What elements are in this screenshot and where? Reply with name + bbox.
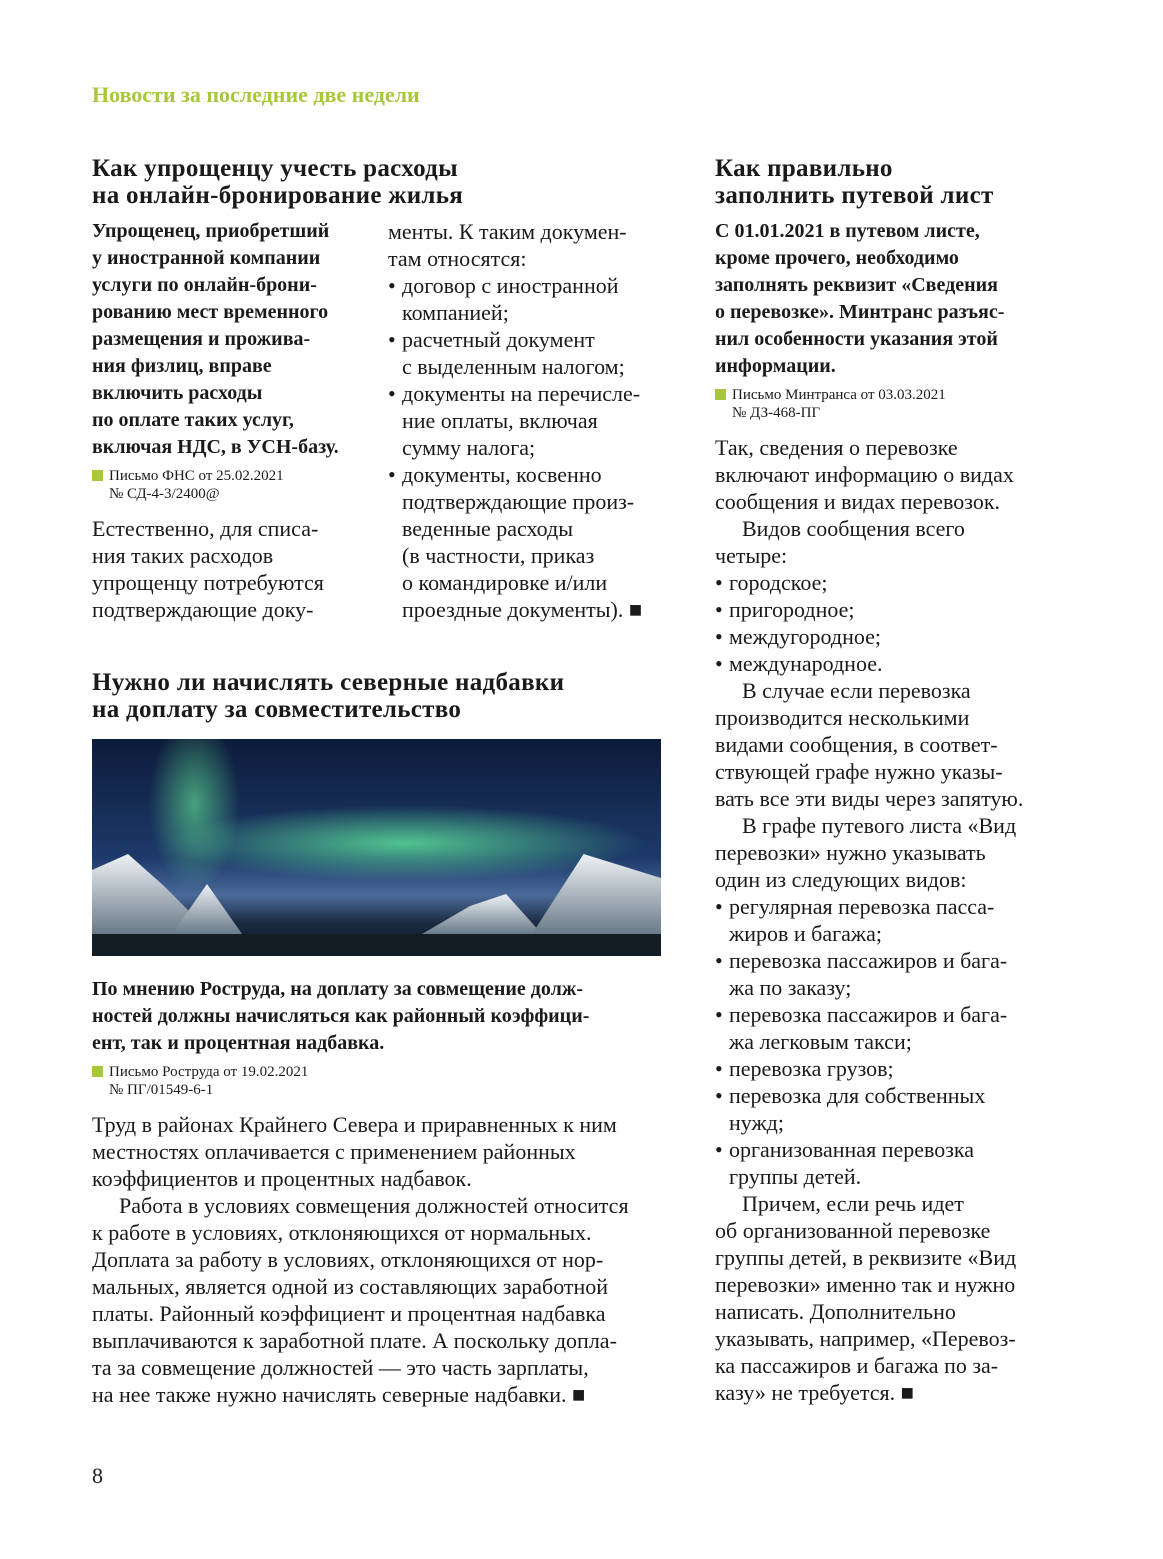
- article-lead: По мнению Роструда, на доплату за совмещение долж- ностей должны начисляться как районный коэффици- ент, так и процентная надбавка.: [92, 978, 590, 1054]
- list-item: • документы на перечисле- ние оплаты, включая сумму налога;: [388, 380, 668, 461]
- article-title-waybill: Как правильно заполнить путевой лист: [715, 155, 994, 209]
- source-citation: Письмо ФНС от 25.02.2021 № СД-4-3/2400@: [92, 467, 372, 503]
- section-title: Новости за последние две недели: [92, 82, 420, 107]
- list-item: • перевозка грузов;: [715, 1055, 1055, 1082]
- paragraph: В случае если перевозка производится несколькими видами сообщения, в соответ- ствующей графе нужно указы- вать все эти виды через запятую.: [715, 678, 1024, 811]
- list-item: • договор с иностранной компанией;: [388, 272, 668, 326]
- article-north-body: [92, 976, 672, 1408]
- paragraph: Труд в районах Крайнего Севера и приравненных к ним местностях оплачивается с применением районных коэффициентов и процентных надбавок.: [92, 1112, 617, 1191]
- article-usn-col2: [388, 218, 668, 623]
- list-item: • пригородное;: [715, 596, 1055, 623]
- list-item: • междугородное;: [715, 623, 1055, 650]
- article-waybill-body: [715, 218, 1055, 1406]
- page-number: 8: [92, 1463, 103, 1488]
- paragraph: Естественно, для списа- ния таких расходов упрощенцу потребуются подтверждающие доку-: [92, 516, 324, 622]
- list-item: • регулярная перевозка пасса- жиров и багажа;: [715, 893, 1055, 947]
- paragraph: Работа в условиях совмещения должностей относится к работе в условиях, отклоняющихся от нормальных. Доплата за работу в условиях, отклоняющихся от нор- мальных, является одной из составляющих заработной платы. Районный коэффициент и процентная надбавка выплачиваются к заработной плате. А поскольку допла- та за совмещение должностей — это часть зарплаты, на нее также нужно начислять северные надбавки. ■: [92, 1193, 629, 1407]
- article-lead: С 01.01.2021 в путевом листе, кроме прочего, необходимо заполнять реквизит «Сведения о перевозке». Минтранс разъяс- нил особенности указания этой информации.: [715, 220, 1005, 377]
- source-citation: Письмо Минтранса от 03.03.2021 № ДЗ-468-ПГ: [715, 386, 1055, 422]
- paragraph: Причем, если речь идет об организованной перевозке группы детей, в реквизите «Вид перевозки» именно так и нужно написать. Дополнительно указывать, например, «Перевоз- ка пассажиров и багажа по за- казу» не требуется. ■: [715, 1191, 1017, 1405]
- list-item: • расчетный документ с выделенным налогом;: [388, 326, 668, 380]
- source-citation: Письмо Роструда от 19.02.2021 № ПГ/01549-6-1: [92, 1063, 672, 1099]
- list-item: • перевозка пассажиров и бага- жа по заказу;: [715, 947, 1055, 1001]
- article-title-usn: Как упрощенцу учесть расходы на онлайн-бронирование жилья: [92, 155, 464, 209]
- aurora-photo: [92, 739, 661, 956]
- list-item: • перевозка пассажиров и бага- жа легковым такси;: [715, 1001, 1055, 1055]
- paragraph: В графе путевого листа «Вид перевозки» нужно указывать один из следующих видов:: [715, 813, 1017, 892]
- transport-types-list: [715, 893, 1055, 1190]
- list-item: • перевозка для собственных нужд;: [715, 1082, 1055, 1136]
- list-item: • международное.: [715, 650, 1055, 677]
- article-usn-col1: [92, 218, 372, 623]
- list-item: • городское;: [715, 569, 1055, 596]
- document-list: [388, 272, 668, 623]
- article-lead: Упрощенец, приобретший у иностранной компании услуги по онлайн-брони- рованию мест временного размещения и прожива- ния физлиц, вправе включить расходы по оплате таких услуг, включая НДС, в УСН-базу.: [92, 220, 339, 458]
- article-title-north: Нужно ли начислять северные надбавки на доплату за совместительство: [92, 669, 565, 723]
- message-types-list: [715, 569, 1055, 677]
- paragraph: менты. К таким докумен- там относятся:: [388, 219, 627, 271]
- list-item: • организованная перевозка группы детей.: [715, 1136, 1055, 1190]
- paragraph: Видов сообщения всего четыре:: [715, 516, 965, 568]
- paragraph: Так, сведения о перевозке включают информацию о видах сообщения и видах перевозок.: [715, 435, 1014, 514]
- list-item: • документы, косвенно подтверждающие произ- веденные расходы (в частности, приказ о командировке и/или проездные документы). ■: [388, 461, 668, 623]
